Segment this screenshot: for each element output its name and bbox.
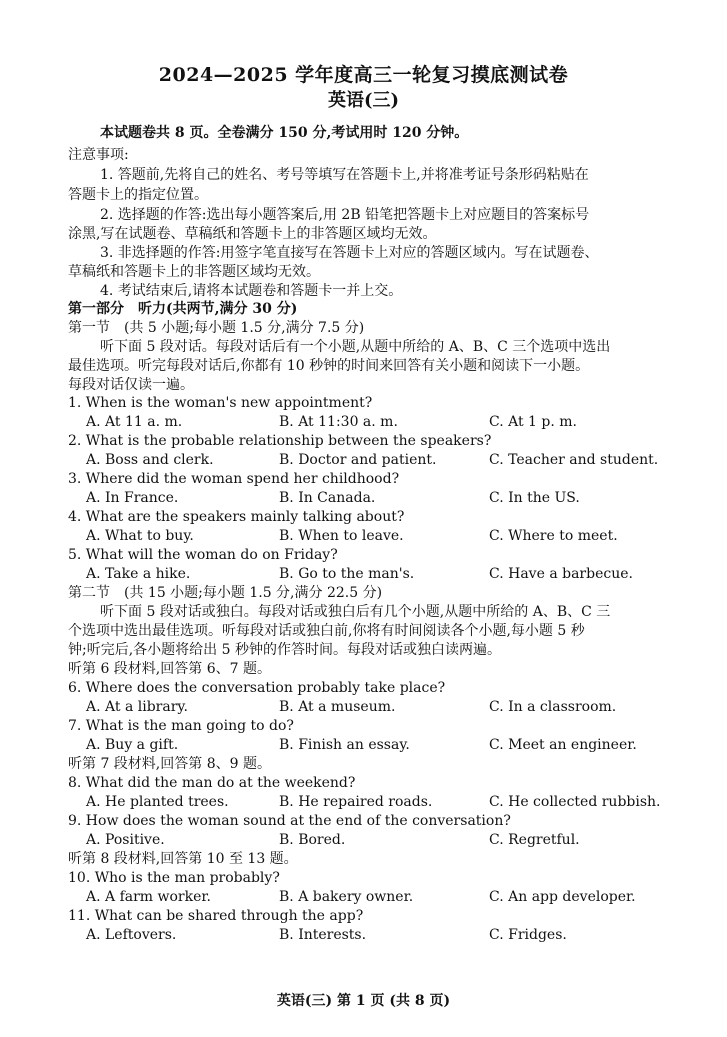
option-c: C. In the US.	[489, 490, 580, 506]
option-c: C. At 1 p. m.	[489, 414, 577, 430]
option-a: A. At 11 a. m.	[86, 414, 183, 430]
option-b: B. A bakery owner.	[279, 889, 414, 905]
page-footer: 英语(三) 第 1 页 (共 8 页)	[276, 993, 451, 1009]
exam-title: 2024—2025 学年度高三一轮复习摸底测试卷	[158, 64, 569, 86]
option-b: B. Interests.	[279, 927, 367, 943]
option-c: C. Regretful.	[489, 832, 580, 848]
option-c: C. He collected rubbish.	[489, 794, 661, 810]
option-b: B. Bored.	[279, 832, 346, 848]
option-c: C. Fridges.	[489, 927, 567, 943]
option-b: B. Go to the man's.	[279, 566, 415, 582]
option-a: A. Buy a gift.	[86, 737, 179, 753]
part1-heading: 第一部分 听力(共两节,满分 30 分)	[68, 301, 298, 317]
option-b: B. Finish an essay.	[279, 737, 410, 753]
option-c: C. Where to meet.	[489, 528, 618, 544]
question-stem: 4. What are the speakers mainly talking about?	[68, 509, 405, 525]
option-a: A. Leftovers.	[86, 927, 177, 943]
question-stem: 5. What will the woman do on Friday?	[68, 547, 338, 563]
option-a: A. What to buy.	[86, 528, 194, 544]
question-stem: 3. Where did the woman spend her childhood?	[68, 471, 400, 487]
question-stem: 10. Who is the man probably?	[68, 870, 280, 886]
option-b: B. When to leave.	[279, 528, 404, 544]
exam-intro: 本试题卷共 8 页。全卷满分 150 分,考试用时 120 分钟。	[100, 125, 469, 141]
question-stem: 11. What can be shared through the app?	[68, 908, 364, 924]
section2-directions: 个选项中选出最佳选项。听每段对话或独白前,你将有时间阅读各个小题,每小题 5 秒	[68, 623, 585, 639]
option-a: A. He planted trees.	[86, 794, 229, 810]
question-stem: 7. What is the man going to do?	[68, 718, 294, 734]
section2-directions: 听下面 5 段对话或独白。每段对话或独白后有几个小题,从题中所给的 A、B、C 三	[100, 604, 611, 620]
section1-directions: 每段对话仅读一遍。	[68, 377, 194, 393]
option-a: A. Take a hike.	[86, 566, 191, 582]
notice-line: 涂黑,写在试题卷、草稿纸和答题卡上的非答题区域均无效。	[68, 226, 437, 242]
option-b: B. Doctor and patient.	[279, 452, 437, 468]
option-c: C. Meet an engineer.	[489, 737, 637, 753]
section2-heading: 第二节 (共 15 小题;每小题 1.5 分,满分 22.5 分)	[68, 585, 383, 601]
question-stem: 6. Where does the conversation probably take place?	[68, 680, 446, 696]
question-stem: 9. How does the woman sound at the end of the conversation?	[68, 813, 511, 829]
option-c: C. In a classroom.	[489, 699, 617, 715]
option-c: C. Have a barbecue.	[489, 566, 633, 582]
option-a: A. Boss and clerk.	[86, 452, 214, 468]
option-c: C. An app developer.	[489, 889, 636, 905]
material-label: 听第 6 段材料,回答第 6、7 题。	[68, 661, 271, 677]
option-c: C. Teacher and student.	[489, 452, 659, 468]
notice-heading: 注意事项:	[68, 147, 129, 163]
option-a: A. At a library.	[86, 699, 188, 715]
material-label: 听第 7 段材料,回答第 8、9 题。	[68, 756, 271, 772]
notice-line: 4. 考试结束后,请将本试题卷和答题卡一并上交。	[100, 283, 403, 299]
section2-directions: 钟;听完后,各小题将给出 5 秒钟的作答时间。每段对话或独白读两遍。	[68, 642, 501, 658]
section1-directions: 最佳选项。听完每段对话后,你都有 10 秒钟的时间来回答有关小题和阅读下一小题。	[68, 358, 590, 374]
option-a: A. In France.	[86, 490, 179, 506]
material-label: 听第 8 段材料,回答第 10 至 13 题。	[68, 851, 298, 867]
notice-line: 答题卡上的指定位置。	[68, 187, 208, 203]
notice-line: 2. 选择题的作答:选出每小题答案后,用 2B 铅笔把答题卡上对应题目的答案标号	[100, 207, 590, 223]
option-a: A. Positive.	[86, 832, 165, 848]
section1-directions: 听下面 5 段对话。每段对话后有一个小题,从题中所给的 A、B、C 三个选项中选出	[100, 339, 611, 355]
option-b: B. At a museum.	[279, 699, 396, 715]
section1-heading: 第一节 (共 5 小题;每小题 1.5 分,满分 7.5 分)	[68, 320, 365, 336]
option-a: A. A farm worker.	[86, 889, 211, 905]
option-b: B. At 11:30 a. m.	[279, 414, 398, 430]
notice-line: 1. 答题前,先将自己的姓名、考号等填写在答题卡上,并将准考证号条形码粘贴在	[100, 167, 589, 183]
question-stem: 8. What did the man do at the weekend?	[68, 775, 356, 791]
exam-subtitle: 英语(三)	[327, 90, 400, 111]
option-b: B. He repaired roads.	[279, 794, 433, 810]
notice-line: 3. 非选择题的作答:用签字笔直接写在答题卡上对应的答题区域内。写在试题卷、	[100, 245, 599, 261]
question-stem: 1. When is the woman's new appointment?	[68, 395, 373, 411]
option-b: B. In Canada.	[279, 490, 376, 506]
notice-line: 草稿纸和答题卡上的非答题区域均无效。	[68, 264, 320, 280]
question-stem: 2. What is the probable relationship between the speakers?	[68, 433, 492, 449]
